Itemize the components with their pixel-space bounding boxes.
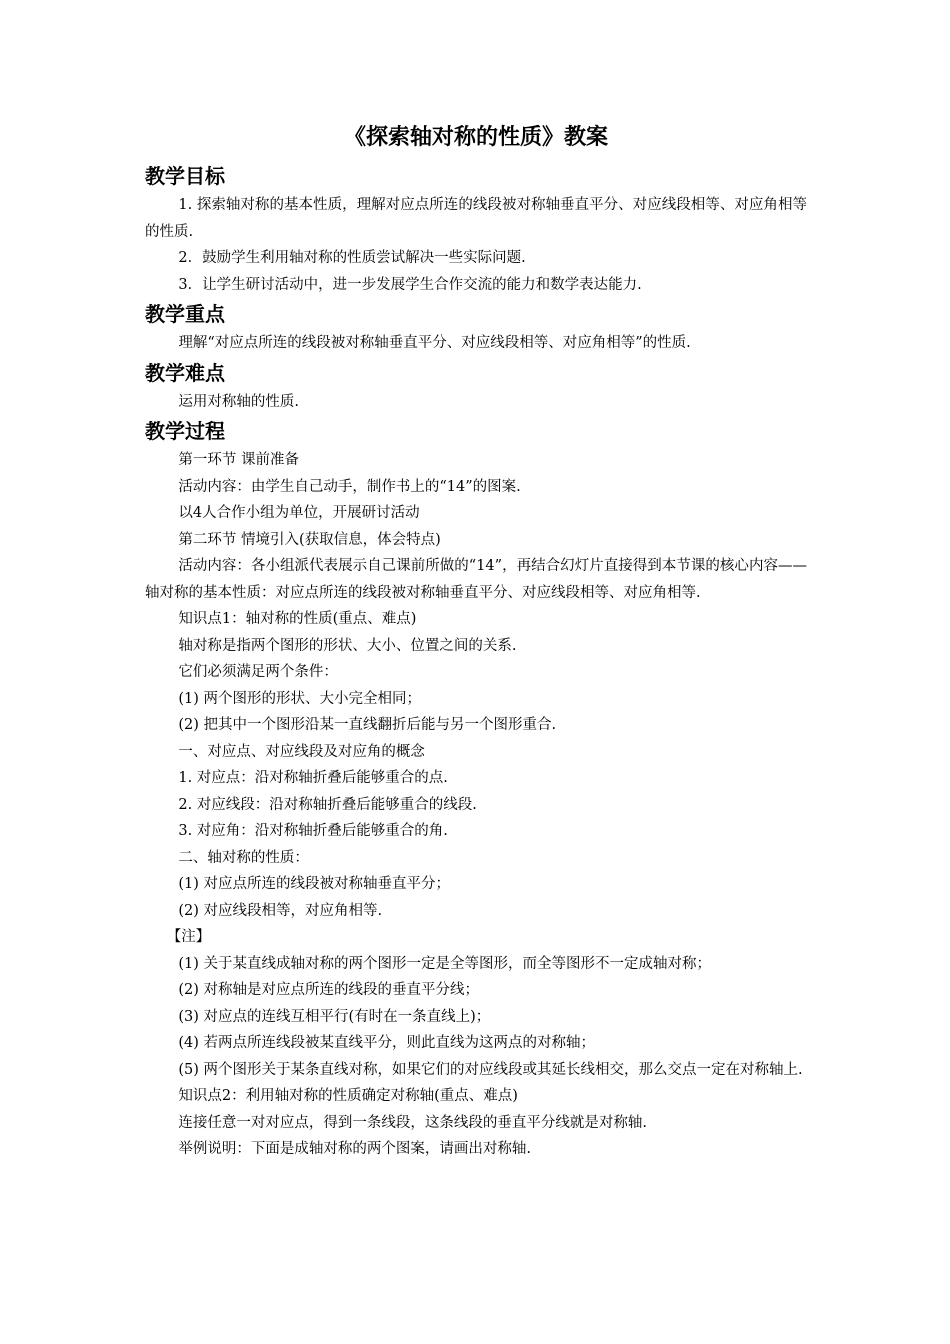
paragraph: 连接任意一对对应点，得到一条线段，这条线段的垂直平分线就是对称轴. <box>178 1114 647 1131</box>
document-title: 《探索轴对称的性质》教案 <box>343 125 608 150</box>
paragraph: (1) 关于某直线成轴对称的两个图形一定是全等图形，而全等图形不一定成轴对称； <box>178 955 711 972</box>
paragraph: (3) 对应点的连线互相平行(有时在一条直线上)； <box>178 1008 491 1025</box>
paragraph: 它们必须满足两个条件： <box>178 664 338 680</box>
section-heading-objectives: 教学目标 <box>145 164 225 188</box>
paragraph: 2．鼓励学生利用轴对称的性质尝试解决一些实际问题. <box>178 250 526 266</box>
section-heading-process: 教学过程 <box>145 419 225 443</box>
paragraph: 1. 对应点：沿对称轴折叠后能够重合的点. <box>178 770 448 786</box>
note-label: 【注】 <box>166 929 211 945</box>
section-heading-difficulties: 教学难点 <box>145 360 225 385</box>
paragraph: 2. 对应线段：沿对称轴折叠后能够重合的线段. <box>178 796 477 813</box>
paragraph: 第二环节 情境引入(获取信息，体会特点) <box>178 531 441 548</box>
paragraph: 举例说明：下面是成轴对称的两个图案，请画出对称轴. <box>178 1141 531 1157</box>
paragraph: 以4人合作小组为单位，开展研讨活动 <box>178 505 420 521</box>
paragraph: (2) 对应线段相等，对应角相等. <box>178 902 383 919</box>
paragraph: 第一环节 课前准备 <box>178 452 299 468</box>
paragraph: (4) 若两点所连线段被某直线平分，则此直线为这两点的对称轴； <box>178 1035 595 1051</box>
paragraph: (5) 两个图形关于某条直线对称，如果它们的对应线段或其延长线相交，那么交点一定在对称轴上. <box>178 1061 803 1078</box>
paragraph: 1. 探索轴对称的基本性质，理解对应点所连的线段被对称轴垂直平分、对应线段相等、对应角相等的性质. <box>145 197 807 240</box>
paragraph: (2) 把其中一个图形沿某一直线翻折后能与另一个图形重合. <box>178 717 557 733</box>
document-page <box>145 118 807 1163</box>
paragraph: 轴对称是指两个图形的形状、大小、位置之间的关系. <box>178 637 517 654</box>
paragraph: 活动内容：各小组派代表展示自己课前所做的“14”，再结合幻灯片直接得到本节课的核心内容——轴对称的基本性质：对应点所连的线段被对称轴垂直平分、对应线段相等、对应角相等. <box>145 558 807 601</box>
paragraph: 理解“对应点所连的线段被对称轴垂直平分、对应线段相等、对应角相等”的性质. <box>178 335 691 351</box>
paragraph: (2) 对称轴是对应点所连的线段的垂直平分线； <box>178 982 479 998</box>
paragraph: 3．让学生研讨活动中，进一步发展学生合作交流的能力和数学表达能力. <box>178 276 642 293</box>
paragraph: (1) 两个图形的形状、大小完全相同； <box>178 690 421 707</box>
paragraph: 一、对应点、对应线段及对应角的概念 <box>178 743 425 760</box>
section-heading-key-points: 教学重点 <box>145 302 225 326</box>
paragraph: 知识点1：轴对称的性质(重点、难点) <box>178 611 417 627</box>
paragraph: 知识点2：利用轴对称的性质确定对称轴(重点、难点) <box>178 1088 518 1104</box>
paragraph: 运用对称轴的性质. <box>178 393 299 410</box>
paragraph: 3. 对应角：沿对称轴折叠后能够重合的角. <box>178 823 448 839</box>
paragraph: 二、轴对称的性质： <box>178 849 309 866</box>
paragraph: 活动内容：由学生自己动手，制作书上的“14”的图案. <box>178 478 521 495</box>
paragraph: (1) 对应点所连的线段被对称轴垂直平分； <box>178 876 450 892</box>
